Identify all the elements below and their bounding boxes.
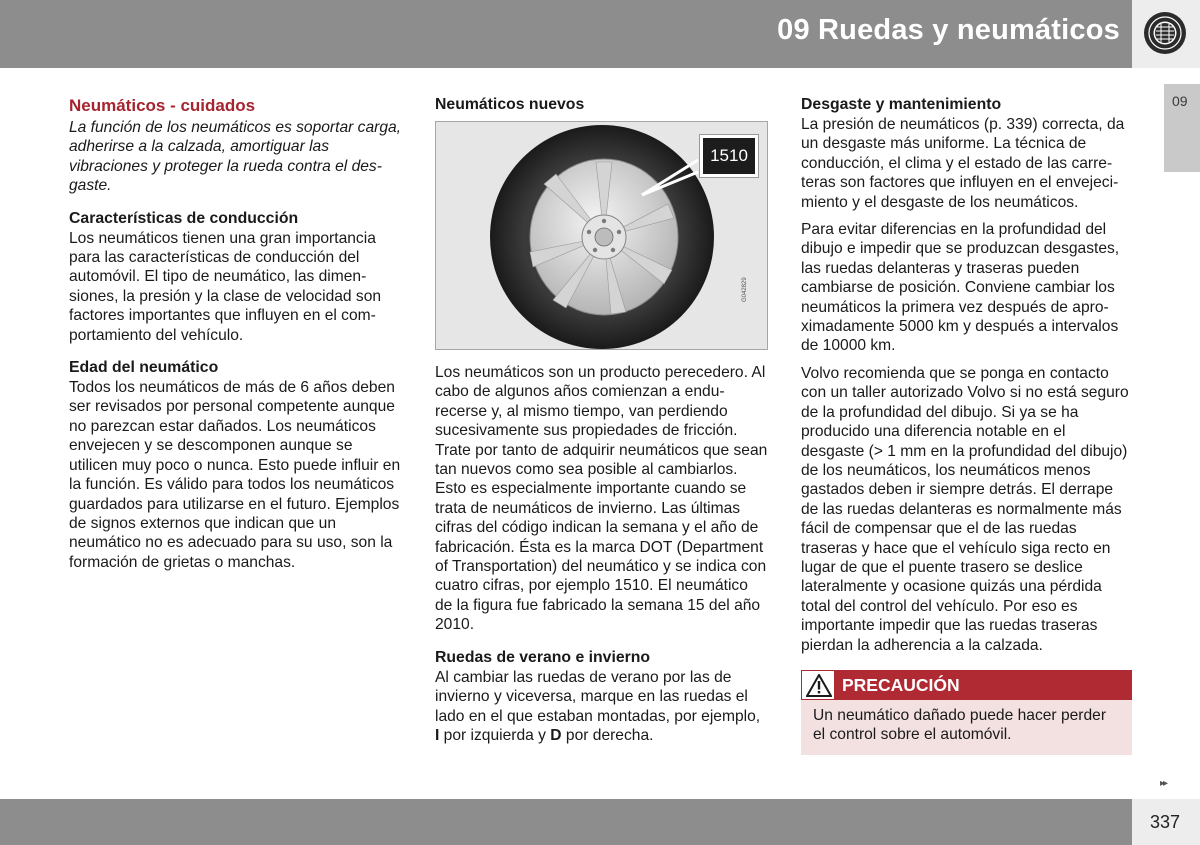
tire-figure (435, 121, 768, 350)
heading-nuevos: Neumáticos nuevos (435, 96, 585, 113)
heading-conduccion: Características de conducción (69, 209, 299, 227)
paragraph-conduccion: Los neumáticos tienen una gran importancia para las características de conducción del automóvil. El tipo de neumático, las dimensiones, la presión y la clase de velocidad son factores importantes que influyen en el comportamiento del vehículo. (69, 229, 382, 344)
chapter-header (0, 0, 1200, 68)
chapter-side-tab (1164, 84, 1200, 172)
chapter-side-tab-label: 09 (1172, 93, 1188, 109)
right-mark: D (550, 726, 562, 744)
caution-box (801, 670, 1132, 755)
chapter-title: 09 Ruedas y neumáticos (777, 14, 1120, 46)
page-footer (0, 799, 1200, 845)
section-title: Neumáticos - cuidados (69, 96, 256, 115)
paragraph-edad: Todos los neumáticos de más de 6 años deben ser revisados por personal competente aunque no parezcan estar dañados. Los neumáticos envejecen y se descomponen aunque se utilicen muy poco o nunca. Esto puede influir en la función. Es válido para todos los neumáticos guardados para utilizarse en el futuro. Ejemplos de signos externos que indican que un neumático no es adecuado para su uso, son la formación de grietas o manchas. (69, 379, 401, 571)
dot-code-callout: 1510 (700, 135, 758, 177)
paragraph-verano-text: por derecha. (561, 726, 654, 744)
page-number: 337 (1150, 812, 1181, 832)
paragraph-verano (435, 668, 768, 746)
paragraph-desgaste-1: La presión de neumáticos (p. 339) correcta, da un desgaste más uniforme. La técnica de conducción, el clima y el estado de las carreteras son factores que influyen en el envejecimiento y el desgaste de los neumáticos. (801, 116, 1125, 211)
continue-arrows-icon: ▸▸ (1160, 778, 1167, 789)
chapter-icon-tab (1132, 0, 1200, 68)
paragraph-verano-text: por izquierda y (439, 726, 551, 744)
figure-code: G042829 (742, 277, 748, 302)
intro-paragraph: La función de los neumáticos es soportar carga, adherirse a la calzada, amortiguar las vibraciones y proteger la rueda contra el desgaste. (69, 119, 401, 195)
caution-text: Un neumático dañado puede hacer perder el control sobre el automóvil. (801, 700, 1132, 755)
column-middle (435, 95, 768, 745)
caution-header (801, 670, 1132, 700)
column-right (801, 95, 1132, 755)
paragraph-nuevos: Los neumáticos son un producto perecedero. Al cabo de algunos años comienzan a endurecerse y, al mismo tiempo, van perdiendo sucesivamente sus propiedades de fricción. Trate por tanto de adquirir neumáticos que sean tan nuevos como sea posible al cambiarlos. Esto es especialmente importante cuando se trata de neumáticos de invierno. Las últimas cifras del código indican la semana y el año de fabricación. Ésta es la marca DOT (Department of Transportation) del neumático y se indica con cuatro cifras, por ejemplo 1510. El neumático de la figura fue fabricado la semana 15 del año 2010. (435, 364, 768, 634)
heading-edad: Edad del neumático (69, 359, 219, 377)
paragraph-verano-text: Al cambiar las ruedas de verano por las de invierno y viceversa, marque en las ruedas el lado en el que estaban montadas, por ejemplo, (435, 668, 761, 725)
column-left (69, 95, 401, 572)
caution-label: PRECAUCIÓN (835, 670, 1132, 700)
tire-icon (1142, 10, 1188, 56)
paragraph-desgaste-2: Para evitar diferencias en la profundidad del dibujo e impedir que se produzcan desgastes, las ruedas delanteras y traseras pueden cambiarse de posición. Conviene cambiar los neumáticos la primera vez después de aproximadamente 5000 km y después a intervalos de 10000 km. (801, 221, 1120, 355)
left-mark: I (435, 726, 440, 744)
warning-triangle-icon (801, 670, 835, 700)
page-number-tab (1132, 799, 1200, 845)
heading-verano: Ruedas de verano e invierno (435, 648, 651, 666)
heading-desgaste: Desgaste y mantenimiento (801, 96, 1002, 113)
paragraph-desgaste-3: Volvo recomienda que se ponga en contacto con un taller autorizado Volvo si no está seguro de la profundidad del dibujo. Si ya se ha producido una diferencia notable en el desgaste (> 1 mm en la profundidad del dibujo) de los neumáticos, los neumáticos menos gastados deben ir siempre detrás. El derrape de las ruedas delanteras es normalmente más fácil de compensar que el de las ruedas traseras y hace que el vehículo siga recto en lugar de que el puente trasero se deslice lateralmente y ocasione quizás una pérdida total del control del vehículo. Por eso es importante impedir que las ruedas traseras pierdan la adherencia a la calzada. (801, 364, 1129, 654)
